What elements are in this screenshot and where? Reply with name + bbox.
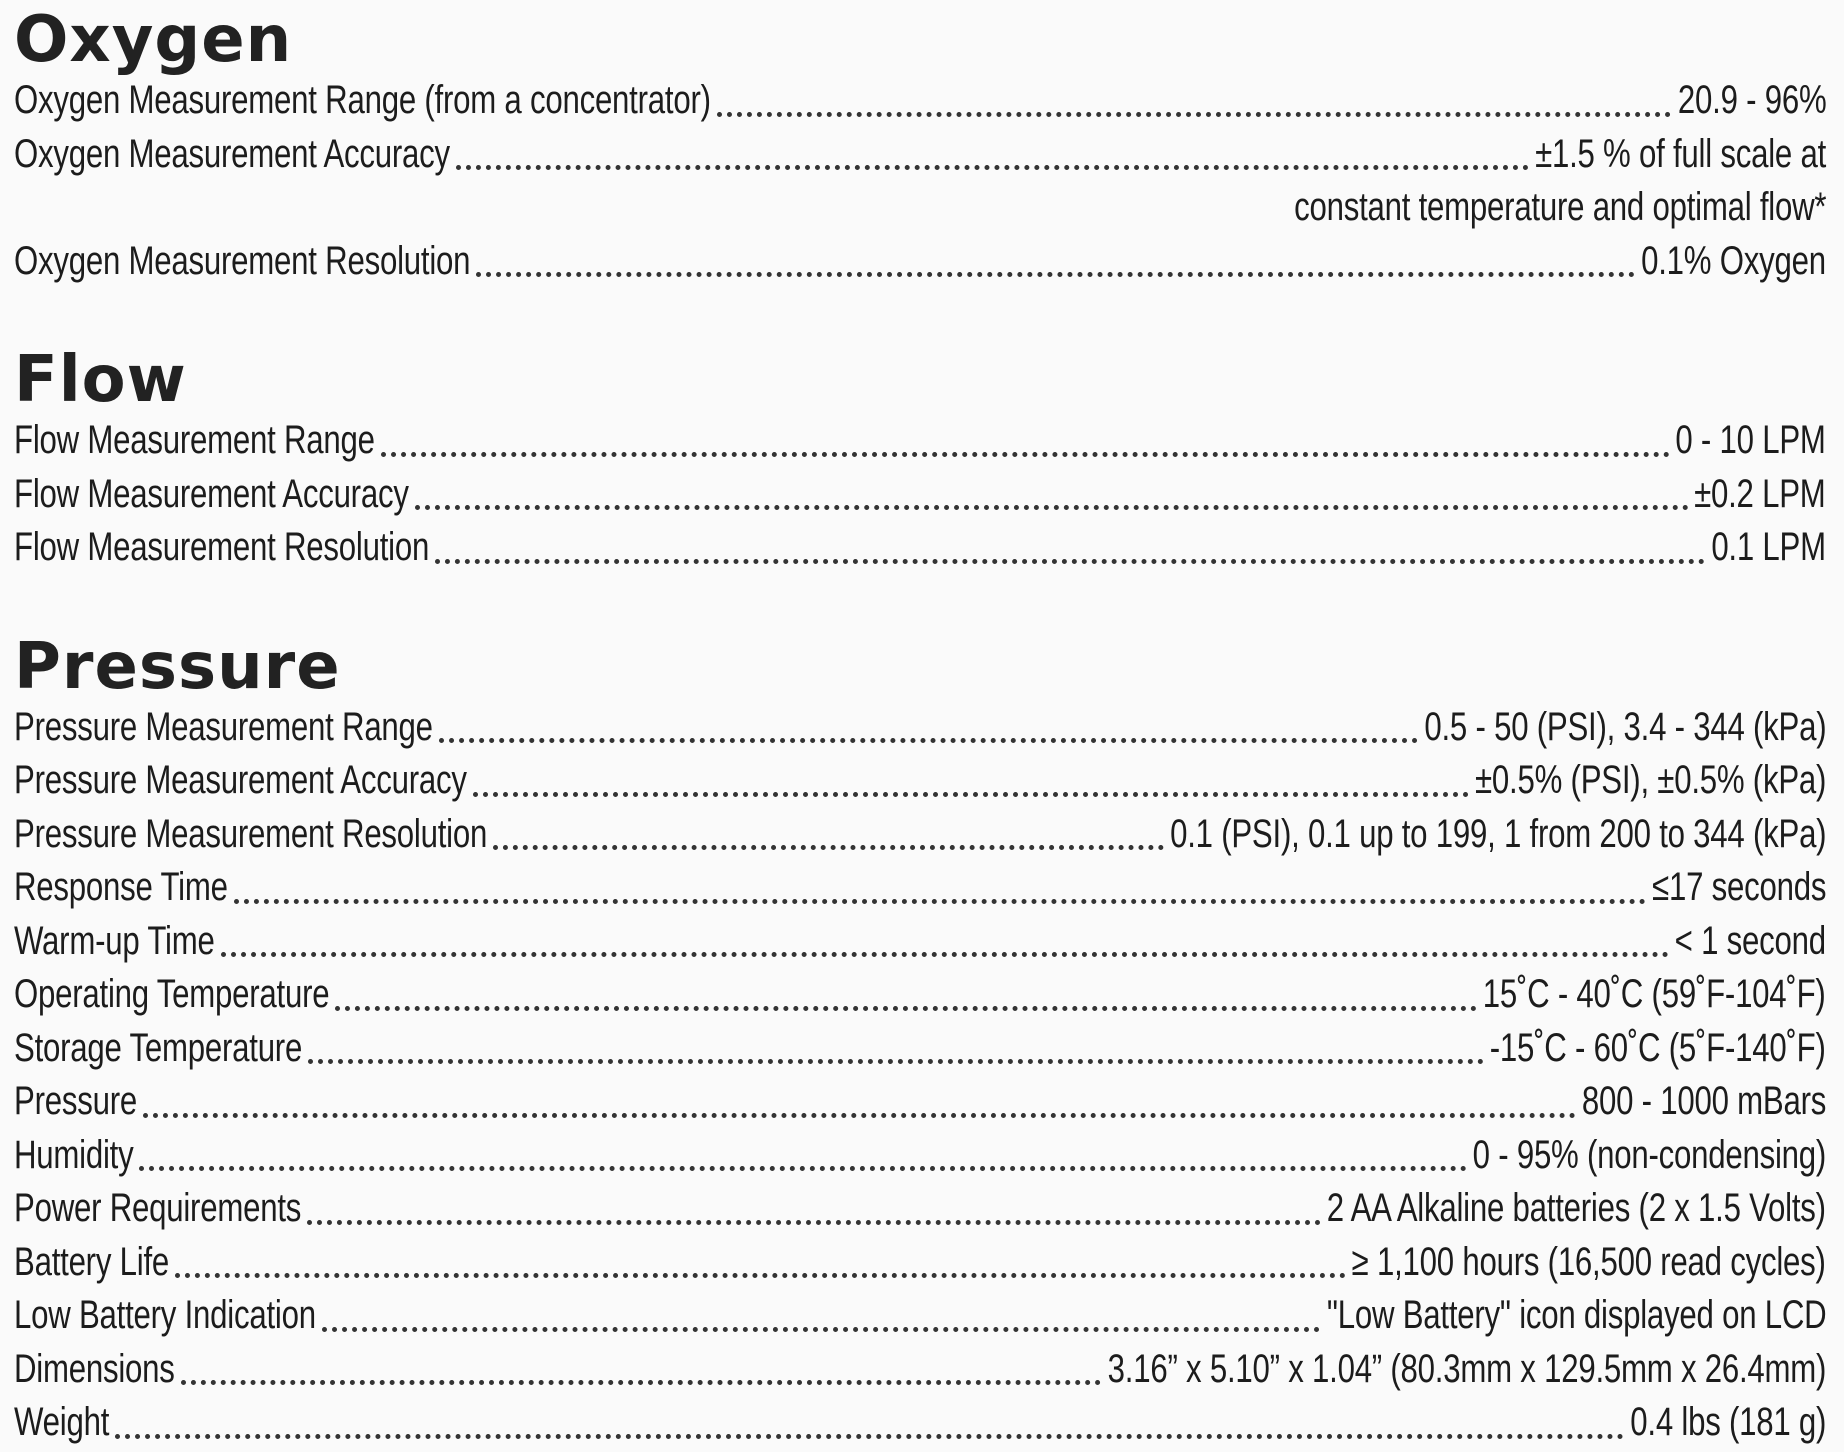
section-title-pressure: Pressure xyxy=(14,629,341,704)
spec-value: < 1 second xyxy=(1674,918,1826,963)
spec-value: ≥ 1,100 hours (16,500 read cycles) xyxy=(1352,1239,1826,1284)
spec-label: Battery Life xyxy=(14,1239,170,1284)
spec-value-continuation xyxy=(14,181,1826,235)
spec-label: Pressure Measurement Accuracy xyxy=(14,758,467,802)
dot-leader xyxy=(181,1380,1102,1385)
spec-label: Flow Measurement Resolution xyxy=(14,525,430,569)
dot-leader xyxy=(139,1166,1466,1171)
dot-leader xyxy=(115,1434,1624,1439)
dot-leader xyxy=(415,505,1689,510)
spec-value: -15˚C - 60˚C (5˚F-140˚F) xyxy=(1490,1025,1826,1070)
section-title-flow: Flow xyxy=(14,343,187,417)
spec-value: ±0.5% (PSI), ±0.5% (kPa) xyxy=(1474,758,1826,802)
spec-row-warmup-time xyxy=(14,915,1826,969)
spec-row-battery-life xyxy=(14,1236,1826,1290)
spec-value: 0.1% Oxygen xyxy=(1641,238,1826,283)
spec-value: 15˚C - 40˚C (59˚F-104˚F) xyxy=(1483,972,1826,1016)
spec-value: ±1.5 % of full scale at xyxy=(1535,131,1826,176)
spec-value: 20.9 - 96% xyxy=(1677,78,1826,122)
spec-row-oxygen-resolution xyxy=(14,235,1826,289)
dot-leader xyxy=(435,559,1705,564)
spec-row-response-time xyxy=(14,861,1826,915)
spec-label: Oxygen Measurement Range (from a concentrator) xyxy=(14,78,711,122)
dot-leader xyxy=(476,272,1635,277)
dot-leader xyxy=(493,845,1164,850)
dot-leader xyxy=(308,1059,1484,1064)
spec-row-pressure-range xyxy=(14,701,1826,755)
spec-value: 3.16” x 5.10” x 1.04” (80.3mm x 129.5mm x 26.4mm) xyxy=(1107,1346,1826,1391)
dot-leader xyxy=(175,1273,1346,1278)
dot-leader xyxy=(307,1220,1321,1225)
spec-row-oxygen-accuracy xyxy=(14,128,1826,182)
spec-value: 0 - 10 LPM xyxy=(1675,418,1826,462)
spec-row-pressure-resolution xyxy=(14,808,1826,862)
spec-row-dimensions xyxy=(14,1343,1826,1397)
spec-label: Operating Temperature xyxy=(14,972,330,1016)
spec-value: 0.4 lbs (181 g) xyxy=(1630,1400,1826,1444)
spec-label: Power Requirements xyxy=(14,1186,302,1230)
spec-label: Warm-up Time xyxy=(14,918,215,963)
dot-leader xyxy=(322,1327,1321,1332)
spec-row-operating-temperature xyxy=(14,968,1826,1022)
dot-leader xyxy=(439,738,1418,743)
spec-value: 0.1 LPM xyxy=(1711,525,1826,569)
spec-label: Humidity xyxy=(14,1132,134,1177)
spec-value: 0.1 (PSI), 0.1 up to 199, 1 from 200 to 344 (kPa) xyxy=(1169,811,1826,856)
spec-value: ±0.2 LPM xyxy=(1694,471,1826,516)
spec-row-flow-resolution xyxy=(14,521,1826,575)
spec-row-flow-accuracy xyxy=(14,468,1826,522)
spec-value: 0 - 95% (non-condensing) xyxy=(1472,1132,1826,1177)
spec-row-oxygen-range xyxy=(14,74,1826,128)
dot-leader xyxy=(143,1113,1576,1118)
spec-row-power-requirements xyxy=(14,1182,1826,1236)
dot-leader xyxy=(221,952,1669,957)
spec-row-humidity xyxy=(14,1129,1826,1183)
spec-row-pressure-accuracy xyxy=(14,754,1826,808)
section-oxygen xyxy=(14,0,1826,288)
spec-label: Flow Measurement Range xyxy=(14,418,375,462)
section-pressure xyxy=(14,629,1826,1450)
spec-value: ≤17 seconds xyxy=(1651,865,1826,909)
spec-label: Pressure Measurement Resolution xyxy=(14,811,488,856)
spec-row-pressure xyxy=(14,1075,1826,1129)
spec-value: 2 AA Alkaline batteries (2 x 1.5 Volts) xyxy=(1326,1186,1826,1230)
dot-leader xyxy=(473,792,1469,797)
dot-leader xyxy=(456,165,1529,170)
spec-label: Dimensions xyxy=(14,1346,175,1391)
spec-label: Oxygen Measurement Resolution xyxy=(14,238,471,283)
spec-value: "Low Battery" icon displayed on LCD xyxy=(1326,1293,1826,1337)
spec-row-weight xyxy=(14,1396,1826,1450)
spec-row-flow-range xyxy=(14,414,1826,468)
section-flow xyxy=(14,343,1826,575)
dot-leader xyxy=(717,112,1672,117)
spec-label: Response Time xyxy=(14,865,228,909)
spec-row-storage-temperature xyxy=(14,1022,1826,1076)
section-title-oxygen: Oxygen xyxy=(14,3,293,77)
spec-label: Low Battery Indication xyxy=(14,1293,316,1337)
dot-leader xyxy=(381,452,1670,457)
spec-label: Oxygen Measurement Accuracy xyxy=(14,131,450,176)
spec-label: Flow Measurement Accuracy xyxy=(14,471,409,516)
spec-label: Pressure xyxy=(14,1079,137,1123)
spec-label: Pressure Measurement Range xyxy=(14,704,433,749)
spec-label: Weight xyxy=(14,1400,110,1444)
spec-value: 0.5 - 50 (PSI), 3.4 - 344 (kPa) xyxy=(1424,704,1826,749)
spec-row-low-battery-indication xyxy=(14,1289,1826,1343)
spec-label: Storage Temperature xyxy=(14,1025,303,1070)
spec-value: 800 - 1000 mBars xyxy=(1581,1079,1826,1123)
spec-value-continuation-text: constant temperature and optimal flow* xyxy=(1293,185,1826,229)
dot-leader xyxy=(234,899,1646,904)
dot-leader xyxy=(335,1006,1477,1011)
